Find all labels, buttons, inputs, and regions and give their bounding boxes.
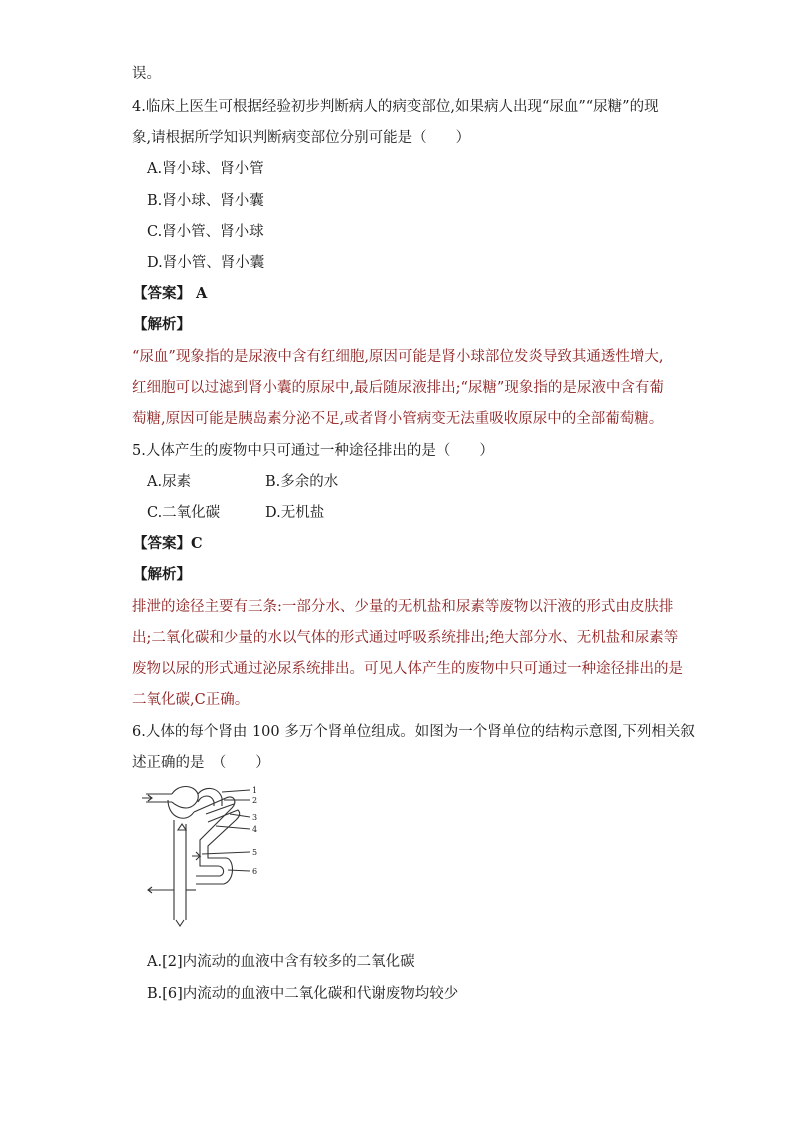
q4-analysis-line: “尿血”现象指的是尿液中含有红细胞,原因可能是肾小球部位发炎导致其通透性增大, [132, 349, 664, 365]
q4-analysis-line: 萄糖,原因可能是胰岛素分泌不足,或者肾小管病变无法重吸收原尿中的全部葡萄糖。 [132, 411, 664, 427]
q5-analysis-line: 排泄的途径主要有三条:一部分水、少量的无机盐和尿素等废物以汗液的形式由皮肤排 [132, 599, 674, 615]
reabsorb-arrow-icon [192, 852, 200, 860]
diagram-label: 4 [252, 825, 258, 834]
question-6-stem-cont: 述正确的是 （ ） [132, 755, 270, 771]
diagram-label: 6 [252, 867, 258, 876]
q4-option-c: C.肾小管、肾小球 [147, 224, 264, 240]
tube-vertical [174, 820, 186, 920]
inlet-arrow-icon [142, 795, 152, 801]
q4-answer: 【答案】 A [133, 285, 208, 302]
q4-option-a: A.肾小球、肾小管 [147, 161, 264, 177]
bowman-capsule [168, 800, 194, 818]
outflow-arrow-icon [148, 887, 174, 893]
q5-analysis-line: 出;二氧化碳和少量的水以气体的形式通过呼吸系统排出;绝大部分水、无机盐和尿素等 [132, 630, 679, 646]
glomerulus [172, 787, 198, 809]
question-5-stem: 5.人体产生的废物中只可通过一种途径排出的是（ ） [132, 443, 494, 459]
q5-analysis-heading: 【解析】 [133, 566, 191, 583]
q4-option-b: B.肾小球、肾小囊 [147, 193, 264, 209]
q4-analysis-line: 红细胞可以过滤到肾小囊的原尿中,最后随尿液排出;“尿糖”现象指的是尿液中含有葡 [132, 380, 664, 396]
filter-arrow-icon [178, 824, 186, 830]
q4-option-d: D.肾小管、肾小囊 [147, 255, 265, 271]
q6-option-a: A.[2]内流动的血液中含有较多的二氧化碳 [147, 954, 415, 970]
diagram-label: 3 [252, 813, 258, 822]
q5-option-b: B.多余的水 [265, 474, 339, 490]
diagram-label: 5 [252, 848, 258, 857]
q5-analysis-line: 废物以尿的形式通过泌尿系统排出。可见人体产生的废物中只可通过一种途径排出的是 [132, 661, 683, 677]
q5-option-a: A.尿素 [147, 474, 192, 490]
q4-analysis-heading: 【解析】 [133, 316, 191, 333]
q6-option-b: B.[6]内流动的血液中二氧化碳和代谢废物均较少 [147, 986, 459, 1002]
renal-tubule [194, 797, 235, 876]
text-line: 误。 [132, 66, 161, 82]
q5-option-d: D.无机盐 [265, 505, 325, 521]
q5-analysis-line: 二氧化碳,C正确。 [132, 692, 250, 708]
nephron-diagram [138, 784, 272, 930]
question-4-stem: 4.临床上医生可根据经验初步判断病人的病变部位,如果病人出现“尿血”“尿糖”的现 [132, 99, 659, 115]
diagram-label: 2 [252, 796, 258, 805]
q5-option-c: C.二氧化碳 [147, 505, 221, 521]
diagram-label: 1 [252, 786, 258, 795]
outlet-arrow-icon [176, 920, 184, 926]
question-4-stem-cont: 象,请根据所学知识判断病变部位分别可能是（ ） [132, 130, 471, 146]
question-6-stem: 6.人体的每个肾由 100 多万个肾单位组成。如图为一个肾单位的结构示意图,下列相关叙 [132, 724, 695, 740]
q5-answer: 【答案】C [133, 535, 203, 552]
